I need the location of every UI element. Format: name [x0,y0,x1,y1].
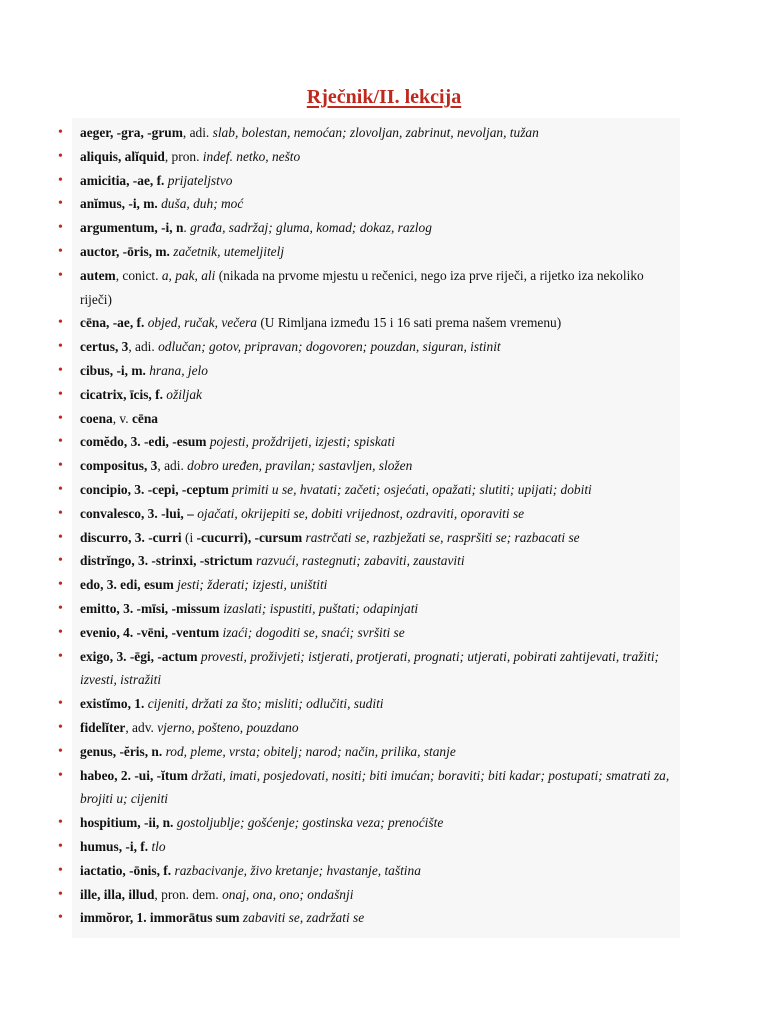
entry-definition: primiti u se, hvatati; začeti; osjećati, opažati; slutiti; upijati; dobiti [232,481,592,497]
list-item [58,430,678,454]
entry-definition: zabaviti se, zadržati se [242,910,365,926]
entry-headword: ille, illa, illud [80,886,155,902]
list-item [58,764,678,812]
list-item [58,692,678,716]
entry-headword: immŏror, 1. immorātus sum [80,910,240,926]
entry-definition: izaslati; ispustiti, puštati; odapinjati [223,600,419,616]
entry-headword: convalesco, 3. -lui, – [80,505,194,521]
list-item [58,359,678,383]
bullet-icon: • [58,172,63,188]
entry-grammar: , conict. [115,267,162,283]
entry-definition: pojesti, proždrijeti, izjesti; spiskati [209,434,395,450]
bullet-icon: • [58,386,63,402]
bullet-icon: • [58,648,63,664]
entry-headword: habeo, 2. -ui, -ĭtum [80,767,188,783]
bullet-icon: • [58,458,63,474]
entry-grammar: , pron. [164,148,203,164]
entry-definition: ojačati, okrijepiti se, dobiti vrijednost, ozdraviti, oporaviti se [197,505,525,521]
entry-note: (nikada na prvome mjestu u rečenici, nego iza prve riječi, a rijetko iza nekoliko riječi) [80,267,644,307]
entry-headword: amicitia, -ae, f. [80,172,165,188]
entry-definition: izaći; dogoditi se, snaći; svršiti se [222,624,405,640]
bullet-icon: • [58,910,63,926]
list-item [58,192,678,216]
bullet-icon: • [58,434,63,450]
entry-headword: distrĭngo, 3. -strinxi, -strictum [80,553,253,569]
entry-headword: cibus, -i, m. [80,362,146,378]
entry-headword: existĭmo, 1. [80,696,145,712]
entry-headword: genus, -ĕris, n. [80,743,163,759]
bullet-icon: • [58,600,63,616]
bullet-icon: • [58,220,63,236]
entry-grammar: , adv. [125,719,158,735]
list-item [58,478,678,502]
list-item [58,597,678,621]
bullet-icon: • [58,886,63,902]
entry-definition: hrana, jelo [149,362,208,378]
entry-headword: edo, 3. edi, esum [80,577,174,593]
bullet-icon: • [58,838,63,854]
entry-grammar: , pron. dem. [154,886,223,902]
entry-grammar: , adi. [182,125,213,140]
list-item [58,906,678,930]
page-title: Rječnik/II. lekcija [306,86,462,108]
entry-definition: jesti; žderati; izjesti, uništiti [177,577,328,593]
entry-definition: indef. netko, nešto [202,148,301,164]
vocabulary-list [58,121,678,930]
bullet-icon: • [58,267,63,283]
list-item [58,216,678,240]
list-item [58,121,678,145]
list-item [58,311,678,335]
entry-definition: tlo [151,838,166,854]
bullet-icon: • [58,196,63,212]
bullet-icon: • [58,815,63,831]
list-item [58,573,678,597]
bullet-icon: • [58,719,63,735]
entry-definition: duša, duh; moć [161,196,244,212]
entry-headword-extra: -cucurri), -cursum [196,529,303,545]
entry-definition: vjerno, pošteno, pouzdano [157,719,299,735]
entry-grammar: (i [181,529,197,545]
entry-grammar: , v. [112,410,132,426]
entry-definition-extra: rastrčati se, razbježati se, raspršiti se; razbacati se [302,529,580,545]
entry-headword: aeger, -gra, -grum [80,125,183,140]
list-item [58,145,678,169]
entry-definition: prijateljstvo [167,172,233,188]
entry-headword: fidelĭter [80,719,126,735]
entry-headword: cēna, -ae, f. [80,315,145,331]
bullet-icon: • [58,148,63,164]
entry-grammar: , adi. [128,339,159,355]
list-item [58,383,678,407]
entry-definition: odlučan; gotov, pripravan; dogovoren; pouzdan, siguran, istinit [158,339,501,355]
entry-headword: hospitium, -ii, n. [80,815,174,831]
bullet-icon: • [58,243,63,259]
list-item [58,264,678,312]
bullet-icon: • [58,505,63,521]
list-item [58,883,678,907]
entry-headword: discurro, 3. -curri [80,529,182,545]
list-item [58,835,678,859]
bullet-icon: • [58,315,63,331]
list-item [58,454,678,478]
entry-headword: iactatio, -ōnis, f. [80,862,172,878]
entry-definition: začetnik, utemeljitelj [173,243,285,259]
entry-grammar: , adi. [157,458,188,474]
entry-definition: građa, sadržaj; gluma, komad; dokaz, razlog [190,220,432,236]
entry-definition: provesti, proživjeti; istjerati, protjerati, prognati; utjerati, pobirati zahtijevati, tražiti; izvesti, istražiti [80,648,659,688]
entry-note: (U Rimljana između 15 i 16 sati prema našem vremenu) [257,315,562,331]
entry-headword: emitto, 3. -mīsi, -missum [80,600,220,616]
entry-definition: objed, ručak, večera [147,315,257,331]
entry-definition: onaj, ona, ono; ondašnji [222,886,354,902]
bullet-icon: • [58,410,63,426]
entry-headword-extra: cēna [131,410,158,426]
list-item [58,621,678,645]
bullet-icon: • [58,553,63,569]
bullet-icon: • [58,577,63,593]
entry-headword: anĭmus, -i, m. [80,196,158,212]
entry-headword: autem [80,267,116,283]
bullet-icon: • [58,862,63,878]
entry-headword: humus, -i, f. [80,838,149,854]
bullet-icon: • [58,481,63,497]
entry-headword: exigo, 3. -ēgi, -actum [80,648,198,664]
entry-definition: razbacivanje, živo kretanje; hvastanje, taština [174,862,421,878]
list-item [58,240,678,264]
list-item [58,169,678,193]
bullet-icon: • [58,362,63,378]
bullet-icon: • [58,125,63,140]
entry-headword: certus, 3 [80,339,129,355]
entry-definition: ožiljak [166,386,202,402]
bullet-icon: • [58,339,63,355]
entry-definition: a, pak, ali [161,267,216,283]
entry-definition: dobro uređen, pravilan; sastavljen, složen [187,458,413,474]
entry-definition: razvući, rastegnuti; zabaviti, zaustaviti [255,553,465,569]
list-item [58,645,678,693]
bullet-icon: • [58,743,63,759]
list-item [58,526,678,550]
entry-definition: cijeniti, držati za što; misliti; odlučiti, suditi [147,696,384,712]
entry-definition: držati, imati, posjedovati, nositi; biti imućan; boraviti; biti kadar; postupati; smatrati za, brojiti u; cijeniti [80,767,670,807]
entry-headword: cicatrix, īcis, f. [80,386,163,402]
list-item [58,740,678,764]
list-item [58,335,678,359]
list-item [58,716,678,740]
entry-headword: aliquis, alĭquid [80,148,165,164]
entry-definition: slab, bolestan, nemoćan; zlovoljan, zabrinut, nevoljan, tužan [212,125,539,140]
entry-headword: argumentum, -i, n [80,220,184,236]
entry-headword: coena [80,410,113,426]
list-item [58,407,678,431]
entry-definition: gostoljublje; gošćenje; gostinska veza; prenoćište [176,815,444,831]
bullet-icon: • [58,767,63,783]
list-item [58,549,678,573]
list-item [58,811,678,835]
list-item [58,859,678,883]
list-item [58,502,678,526]
entry-headword: compositus, 3 [80,458,158,474]
bullet-icon: • [58,529,63,545]
entry-headword: auctor, -ōris, m. [80,243,170,259]
entry-headword: comĕdo, 3. -edi, -esum [80,434,207,450]
bullet-icon: • [58,624,63,640]
entry-headword: evenio, 4. -vēni, -ventum [80,624,220,640]
entry-headword: concipio, 3. -cepi, -ceptum [80,481,229,497]
bullet-icon: • [58,696,63,712]
entry-definition: rod, pleme, vrsta; obitelj; narod; način, prilika, stanje [165,743,456,759]
entry-grammar: . [183,220,191,236]
